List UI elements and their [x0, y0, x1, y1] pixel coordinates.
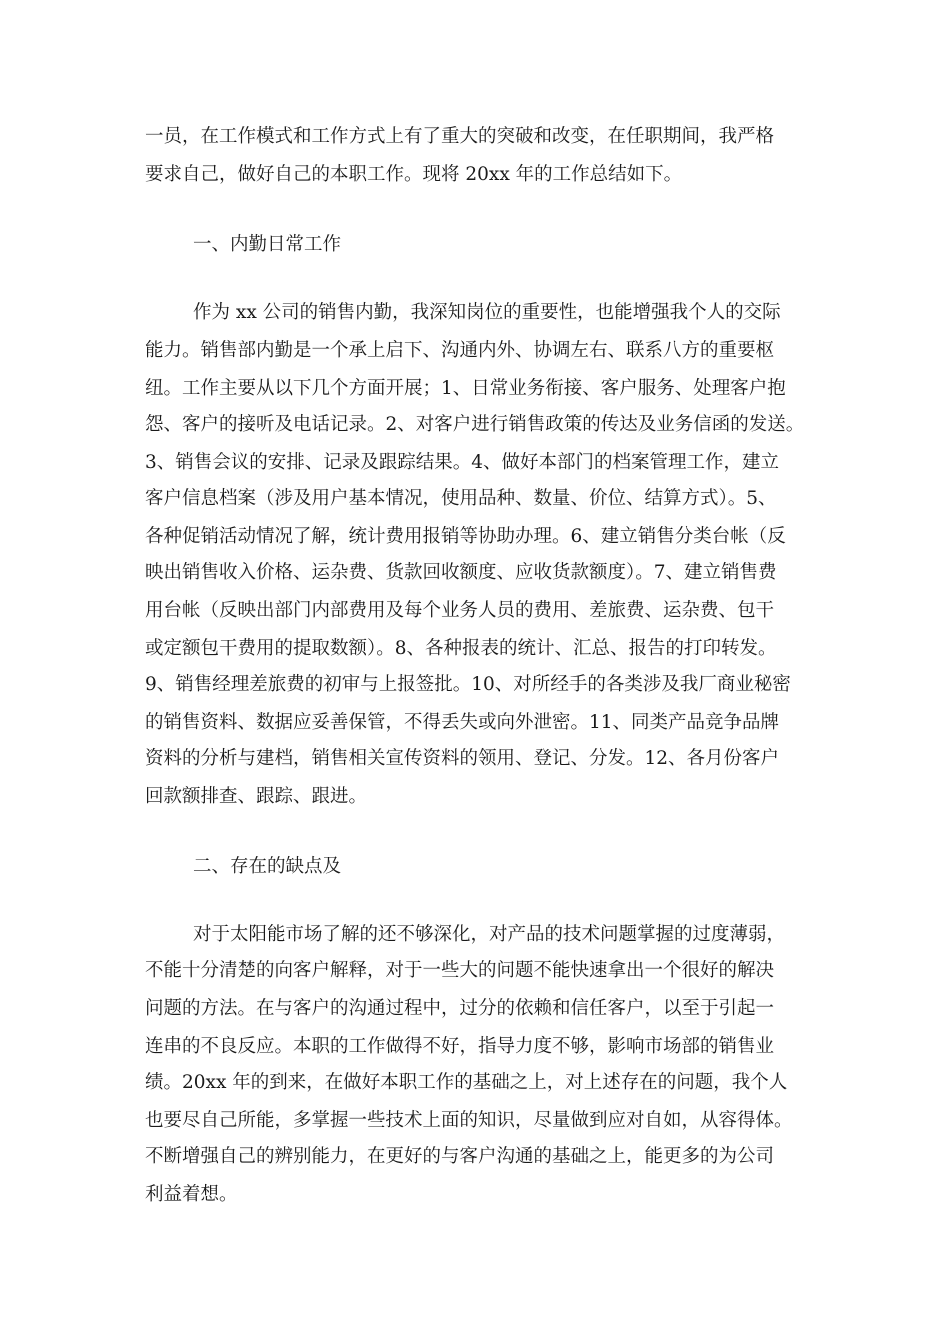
section1-line-14: 回款额排查、跟踪、跟进。	[145, 786, 368, 807]
section1-heading: 一、内勤日常工作	[193, 234, 342, 255]
intro-line-2: 要求自己，做好自己的本职工作。现将 20xx 年的工作总结如下。	[145, 164, 683, 185]
section1-line-7: 各种促销活动情况了解，统计费用报销等协助办理。6、建立销售分类台帐（反	[145, 526, 786, 547]
section1-line-8: 映出销售收入价格、运杂费、货款回收额度、应收货款额度）。7、建立销售费	[145, 562, 777, 583]
section1-line-12: 的销售资料、数据应妥善保管，不得丢失或向外泄密。11、同类产品竞争品牌	[145, 712, 780, 733]
section1-line-13: 资料的分析与建档，销售相关宣传资料的领用、登记、分发。12、各月份客户	[145, 748, 780, 769]
section1-line-11: 9、销售经理差旅费的初审与上报签批。10、对所经手的各类涉及我厂商业秘密	[145, 674, 791, 695]
section1-line-3: 纽。工作主要从以下几个方面开展；1、日常业务衔接、客户服务、处理客户抱	[145, 378, 786, 399]
section1-line-4: 怨、客户的接听及电话记录。2、对客户进行销售政策的传达及业务信函的发送。	[145, 414, 805, 435]
section1-line-9: 用台帐（反映出部门内部费用及每个业务人员的费用、差旅费、运杂费、包干	[145, 600, 775, 621]
section1-line-5: 3、销售会议的安排、记录及跟踪结果。4、做好本部门的档案管理工作，建立	[145, 452, 780, 473]
section2-line-1: 对于太阳能市场了解的还不够深化，对产品的技术问题掌握的过度薄弱，	[193, 924, 786, 945]
section2-line-7: 不断增强自己的辨别能力，在更好的与客户沟通的基础之上，能更多的为公司	[145, 1146, 775, 1167]
section1-line-2: 能力。销售部内勤是一个承上启下、沟通内外、协调左右、联系八方的重要枢	[145, 340, 775, 361]
section2-line-4: 连串的不良反应。本职的工作做得不好，指导力度不够，影响市场部的销售业	[145, 1036, 775, 1057]
section1-line-10: 或定额包干费用的提取数额）。8、各种报表的统计、汇总、报告的打印转发。	[145, 638, 777, 659]
document-body	[145, 0, 825, 1344]
section2-line-6: 也要尽自己所能，多掌握一些技术上面的知识，尽量做到应对自如，从容得体。	[145, 1110, 793, 1131]
section2-line-2: 不能十分清楚的向客户解释，对于一些大的问题不能快速拿出一个很好的解决	[145, 960, 775, 981]
section2-line-5: 绩。20xx 年的到来，在做好本职工作的基础之上，对上述存在的问题，我个人	[145, 1072, 788, 1093]
section2-line-3: 问题的方法。在与客户的沟通过程中，过分的依赖和信任客户，以至于引起一	[145, 998, 775, 1019]
intro-line-1: 一员，在工作模式和工作方式上有了重大的突破和改变，在任职期间，我严格	[145, 126, 775, 147]
section2-line-8: 利益着想。	[145, 1184, 238, 1205]
section2-heading: 二、存在的缺点及	[193, 856, 342, 877]
section1-line-6: 客户信息档案（涉及用户基本情况，使用品种、数量、价位、结算方式）。5、	[145, 488, 777, 509]
section1-line-1: 作为 xx 公司的销售内勤，我深知岗位的重要性，也能增强我个人的交际	[193, 302, 781, 323]
